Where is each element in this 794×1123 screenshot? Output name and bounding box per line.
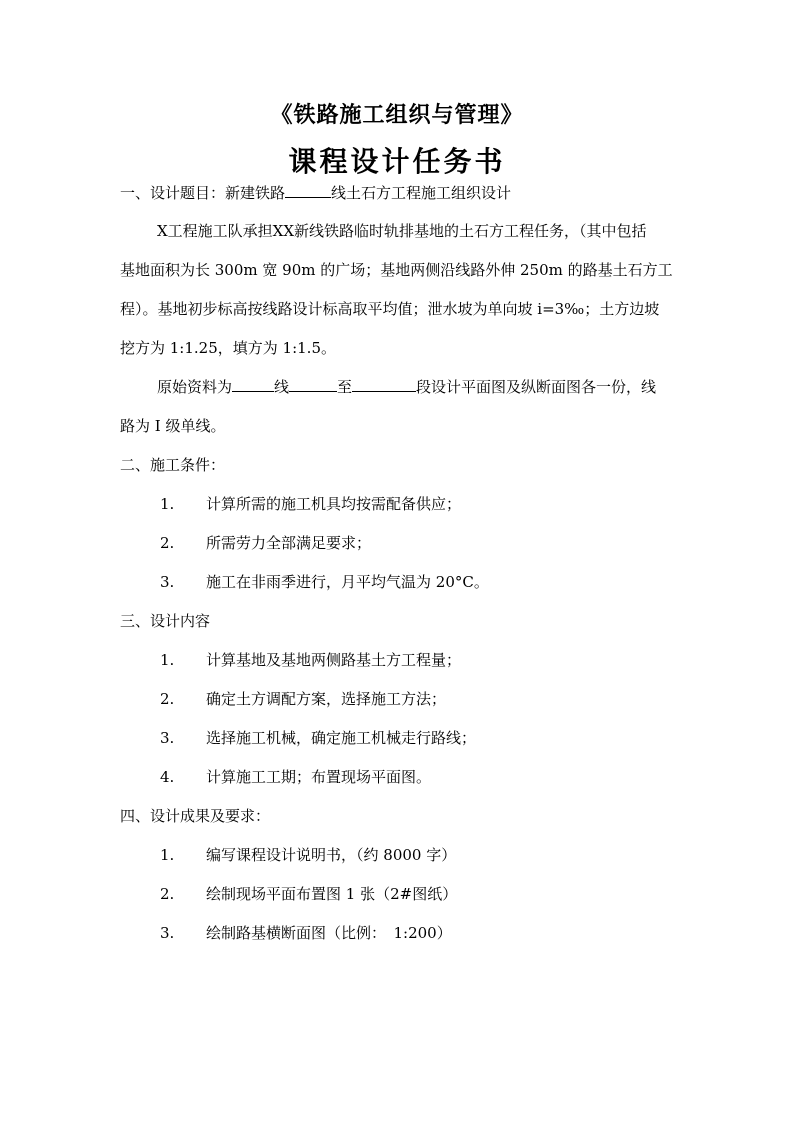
intro-line-4: 挖方为 1:1.25，填方为 1:1.5。 (120, 339, 336, 357)
section3-item-text: 计算基地及基地两侧路基土方工程量； (206, 651, 462, 669)
section3-item-num: 2. (160, 690, 175, 708)
from-station-blank[interactable] (289, 377, 337, 392)
design-topic-line (120, 183, 511, 203)
section2-item-text: 施工在非雨季进行，月平均气温为 20°C。 (206, 573, 489, 591)
section2-item-text: 计算所需的施工机具均按需配备供应； (206, 495, 462, 513)
source-label: 原始资料为 (157, 378, 233, 396)
section4-item-num: 2. (160, 885, 175, 903)
section4-item-text: 绘制路基横断面图（比例： 1:200） (206, 924, 452, 942)
source-label-to: 至 (337, 378, 353, 396)
design-topic-label: 一、设计题目：新建铁路 (120, 184, 286, 202)
intro-line-3: 程）。基地初步标高按线路设计标高取平均值；泄水坡为单向坡 i=3‰；土方边坡 (120, 300, 660, 318)
course-title: 《铁路施工组织与管理》 (270, 102, 524, 128)
section2-item-num: 3. (160, 573, 175, 591)
railway-name-blank[interactable] (285, 183, 331, 198)
design-topic-label-end: 线土石方工程施工组织设计 (331, 184, 512, 202)
section4-item-text: 绘制现场平面布置图 1 张（2#图纸） (206, 885, 458, 903)
section3-item-num: 1. (160, 651, 175, 669)
section4-heading: 四、设计成果及要求： (120, 807, 271, 825)
section4-item-num: 3. (160, 924, 175, 942)
document-title: 课程设计任务书 (288, 145, 506, 178)
source-label-end: 段设计平面图及纵断面图各一份，线 (416, 378, 657, 396)
section2-heading: 二、施工条件： (120, 456, 226, 474)
section2-item-num: 1. (160, 495, 175, 513)
section3-item-text: 确定土方调配方案，选择施工方法； (206, 690, 447, 708)
section3-item-text: 选择施工机械，确定施工机械走行路线； (206, 729, 477, 747)
source-label-line: 线 (274, 378, 290, 396)
section4-item-num: 1. (160, 846, 175, 864)
section2-item-num: 2. (160, 534, 175, 552)
intro-line-1: X工程施工队承担XX新线铁路临时轨排基地的土石方工程任务，（其中包括 (157, 222, 647, 240)
section3-heading: 三、设计内容 (120, 612, 211, 630)
source-line-2: 路为 I 级单线。 (120, 417, 226, 435)
section3-item-num: 4. (160, 768, 175, 786)
section3-item-num: 3. (160, 729, 175, 747)
line-name-blank[interactable] (232, 377, 274, 392)
source-line-1 (157, 377, 656, 397)
to-station-blank[interactable] (352, 377, 416, 392)
section3-item-text: 计算施工工期；布置现场平面图。 (206, 768, 432, 786)
intro-line-2: 基地面积为长 300m 宽 90m 的广场；基地两侧沿线路外伸 250m 的路基土石方工 (120, 261, 673, 279)
section2-item-text: 所需劳力全部满足要求； (206, 534, 372, 552)
section4-item-text: 编写课程设计说明书，（约 8000 字） (206, 846, 457, 864)
